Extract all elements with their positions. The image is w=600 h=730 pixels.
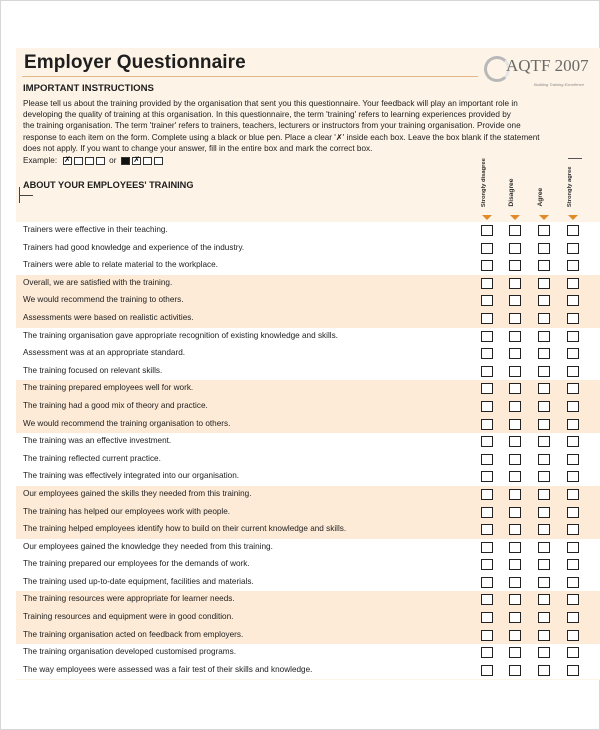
question-text: Our employees gained the skills they needed from this training. [23,488,252,498]
checkbox-strongly-disagree[interactable] [481,331,493,342]
checkbox-strongly-disagree[interactable] [481,436,493,447]
checkbox-agree[interactable] [538,295,550,306]
example-label: Example: [23,156,58,165]
checkbox-agree[interactable] [538,630,550,641]
question-text: The training had a good mix of theory and practice. [23,400,208,410]
checkbox-strongly-agree[interactable] [567,313,579,324]
checkbox-disagree[interactable] [509,260,521,271]
question-row [16,609,600,627]
example-empty-box [74,157,83,165]
question-row [16,328,600,346]
question-row [16,240,600,258]
instructions-line: developing the quality of training at this organisation. In this questionnaire, the term 'training' refers to learning experiences provided by [23,110,511,120]
checkbox-strongly-agree[interactable] [567,436,579,447]
question-text: The training organisation gave appropriate recognition of existing knowledge and skills. [23,330,338,340]
checkbox-strongly-disagree[interactable] [481,225,493,236]
column-header-strongly-disagree [477,157,497,220]
checkbox-agree[interactable] [538,454,550,465]
example-empty-box [154,157,163,165]
checkbox-strongly-agree[interactable] [567,348,579,359]
checkbox-disagree[interactable] [509,348,521,359]
checkbox-disagree[interactable] [509,331,521,342]
checkbox-strongly-agree[interactable] [567,243,579,254]
column-label: Strongly agree [566,166,573,207]
checkbox-agree[interactable] [538,313,550,324]
checkbox-agree[interactable] [538,559,550,570]
checkbox-agree[interactable] [538,243,550,254]
checkbox-strongly-agree[interactable] [567,612,579,623]
checkbox-strongly-disagree[interactable] [481,383,493,394]
question-row [16,662,600,680]
checkbox-agree[interactable] [538,436,550,447]
example-checked-box [63,157,72,165]
question-text: Trainers were able to relate material to the workplace. [23,260,218,270]
example-empty-box [143,157,152,165]
question-row [16,380,600,398]
example-empty-box [96,157,105,165]
column-label: Agree [537,187,544,207]
checkbox-strongly-disagree[interactable] [481,665,493,676]
checkbox-agree[interactable] [538,612,550,623]
instructions-body [23,98,600,154]
checkbox-strongly-disagree[interactable] [481,612,493,623]
checkbox-strongly-disagree[interactable] [481,419,493,430]
checkbox-disagree[interactable] [509,225,521,236]
checkbox-strongly-agree[interactable] [567,295,579,306]
question-row [16,521,600,539]
checkbox-strongly-agree[interactable] [567,665,579,676]
logo-text: AQTF 2007 [506,56,589,75]
checkbox-strongly-agree[interactable] [567,419,579,430]
question-row [16,591,600,609]
checkbox-strongly-agree[interactable] [567,559,579,570]
question-text: The training resources were appropriate for learner needs. [23,594,235,604]
question-row [16,627,600,645]
question-text: The way employees were assessed was a fair test of their skills and knowledge. [23,664,313,674]
checkbox-disagree[interactable] [509,559,521,570]
question-list [16,222,600,679]
question-text: Trainers were effective in their teaching. [23,225,168,234]
question-row [16,345,600,363]
checkbox-strongly-disagree[interactable] [481,401,493,412]
checkbox-strongly-disagree[interactable] [481,507,493,518]
column-label: Strongly disagree [480,157,487,207]
checkbox-strongly-agree[interactable] [567,489,579,500]
checkbox-agree[interactable] [538,278,550,289]
question-text: Training resources and equipment were in good condition. [23,612,234,622]
question-row [16,504,600,522]
down-arrow-icon [539,215,549,220]
instructions-line: does not apply. If you want to change your answer, fill in the entire box and mark the correct box. [23,143,373,153]
checkbox-strongly-agree[interactable] [567,647,579,658]
question-text: The training was an effective investment. [23,436,172,446]
question-text: The training prepared our employees for the demands of work. [23,559,250,569]
checkbox-strongly-disagree[interactable] [481,313,493,324]
checkbox-disagree[interactable] [509,594,521,605]
checkbox-strongly-agree[interactable] [567,577,579,588]
checkbox-disagree[interactable] [509,471,521,482]
example-empty-box [85,157,94,165]
checkbox-disagree[interactable] [509,647,521,658]
question-row [16,539,600,557]
margin-tick [568,158,582,159]
checkbox-agree[interactable] [538,260,550,271]
checkbox-agree[interactable] [538,348,550,359]
question-text: Trainers had good knowledge and experience of the industry. [23,242,245,252]
down-arrow-icon [482,215,492,220]
checkbox-strongly-disagree[interactable] [481,260,493,271]
checkbox-strongly-disagree[interactable] [481,454,493,465]
question-row [16,486,600,504]
checkbox-agree[interactable] [538,489,550,500]
checkbox-strongly-agree[interactable] [567,260,579,271]
checkbox-agree[interactable] [538,401,550,412]
question-row [16,574,600,592]
checkbox-strongly-disagree[interactable] [481,630,493,641]
checkbox-agree[interactable] [538,419,550,430]
checkbox-strongly-agree[interactable] [567,454,579,465]
column-label: Disagree [508,178,515,207]
checkbox-strongly-disagree[interactable] [481,594,493,605]
question-text: The training reflected current practice. [23,453,161,463]
question-row [16,644,600,662]
checkbox-agree[interactable] [538,225,550,236]
title-divider [22,76,478,77]
question-text: The training helped employees identify how to build on their current knowledge and skills. [23,524,347,534]
checkbox-strongly-agree[interactable] [567,366,579,377]
checkbox-agree[interactable] [538,577,550,588]
checkbox-strongly-agree[interactable] [567,524,579,535]
checkbox-disagree[interactable] [509,383,521,394]
checkbox-strongly-disagree[interactable] [481,295,493,306]
checkbox-agree[interactable] [538,471,550,482]
checkbox-agree[interactable] [538,594,550,605]
checkbox-agree[interactable] [538,331,550,342]
checkbox-strongly-disagree[interactable] [481,577,493,588]
checkbox-agree[interactable] [538,542,550,553]
checkbox-disagree[interactable] [509,665,521,676]
checkbox-disagree[interactable] [509,295,521,306]
example-filled-box [121,157,130,165]
margin-mark [19,195,33,196]
section-heading: ABOUT YOUR EMPLOYEES' TRAINING [23,180,194,190]
checkbox-strongly-disagree[interactable] [481,348,493,359]
questionnaire-document [16,48,600,680]
column-header-disagree [505,178,525,220]
checkbox-strongly-agree[interactable] [567,383,579,394]
question-row [16,451,600,469]
checkbox-strongly-disagree[interactable] [481,278,493,289]
question-row [16,310,600,328]
question-text: We would recommend the training organisation to others. [23,418,231,428]
checkbox-disagree[interactable] [509,278,521,289]
question-text: The training was effectively integrated into our organisation. [23,471,240,481]
checkbox-strongly-agree[interactable] [567,401,579,412]
checkbox-disagree[interactable] [509,436,521,447]
checkbox-strongly-agree[interactable] [567,278,579,289]
aqtf-logo [484,54,600,94]
checkbox-strongly-disagree[interactable] [481,366,493,377]
checkbox-strongly-agree[interactable] [567,331,579,342]
question-row [16,556,600,574]
checkbox-disagree[interactable] [509,577,521,588]
instructions-heading: IMPORTANT INSTRUCTIONS [23,83,154,94]
question-text: Overall, we are satisfied with the training. [23,277,173,287]
question-text: Our employees gained the knowledge they needed from this training. [23,541,273,551]
instructions-line: Please tell us about the training provided by the organisation that sent you this questionnaire. Your feedback will play an important role in [23,99,518,108]
checkbox-strongly-agree[interactable] [567,630,579,641]
question-text: Assessment was at an appropriate standard. [23,348,186,358]
instructions-line: the training organisation. The term 'trainer' refers to trainers, teachers, lecturers or instructors from your training organisation. Provide one [23,121,521,131]
column-header-agree [534,178,554,220]
example-or: or [109,156,117,165]
question-row [16,257,600,275]
checkbox-disagree[interactable] [509,524,521,535]
logo-subtitle: Building Training Excellence [534,82,584,87]
checkbox-disagree[interactable] [509,243,521,254]
checkbox-disagree[interactable] [509,612,521,623]
checkbox-agree[interactable] [538,524,550,535]
checkbox-disagree[interactable] [509,630,521,641]
checkbox-disagree[interactable] [509,313,521,324]
question-row [16,433,600,451]
question-row [16,363,600,381]
question-text: Assessments were based on realistic activities. [23,312,194,322]
checkbox-strongly-disagree[interactable] [481,559,493,570]
checkbox-disagree[interactable] [509,401,521,412]
question-text: We would recommend the training to others. [23,295,184,305]
checkbox-disagree[interactable] [509,542,521,553]
instructions-line: response to each item on the form. Complete using a black or blue pen. Place a clear '✗' inside each box. Leave the box blank if the statement [23,132,540,142]
question-row [16,275,600,293]
question-text: The training organisation developed customised programs. [23,647,236,657]
checkbox-disagree[interactable] [509,507,521,518]
question-row [16,468,600,486]
example-checked-box [132,157,141,165]
example-row [23,156,163,165]
page-title: Employer Questionnaire [24,52,246,73]
checkbox-strongly-agree[interactable] [567,542,579,553]
checkbox-agree[interactable] [538,366,550,377]
checkbox-strongly-disagree[interactable] [481,647,493,658]
question-text: The training used up-to-date equipment, facilities and materials. [23,576,254,586]
checkbox-agree[interactable] [538,507,550,518]
checkbox-disagree[interactable] [509,454,521,465]
checkbox-disagree[interactable] [509,489,521,500]
question-text: The training organisation acted on feedback from employers. [23,629,244,639]
checkbox-strongly-agree[interactable] [567,225,579,236]
checkbox-agree[interactable] [538,665,550,676]
checkbox-strongly-agree[interactable] [567,507,579,518]
checkbox-strongly-disagree[interactable] [481,243,493,254]
checkbox-strongly-disagree[interactable] [481,542,493,553]
down-arrow-icon [510,215,520,220]
question-text: The training has helped our employees work with people. [23,506,231,516]
question-row [16,416,600,434]
question-row [16,292,600,310]
checkbox-disagree[interactable] [509,366,521,377]
checkbox-strongly-disagree[interactable] [481,471,493,482]
checkbox-strongly-disagree[interactable] [481,489,493,500]
checkbox-strongly-disagree[interactable] [481,524,493,535]
question-row [16,222,600,240]
checkbox-strongly-agree[interactable] [567,594,579,605]
column-header-strongly-agree [563,166,583,220]
question-text: The training focused on relevant skills. [23,365,163,375]
question-row [16,398,600,416]
checkbox-strongly-agree[interactable] [567,471,579,482]
down-arrow-icon [568,215,578,220]
checkbox-agree[interactable] [538,383,550,394]
checkbox-agree[interactable] [538,647,550,658]
checkbox-disagree[interactable] [509,419,521,430]
question-text: The training prepared employees well for work. [23,383,194,393]
